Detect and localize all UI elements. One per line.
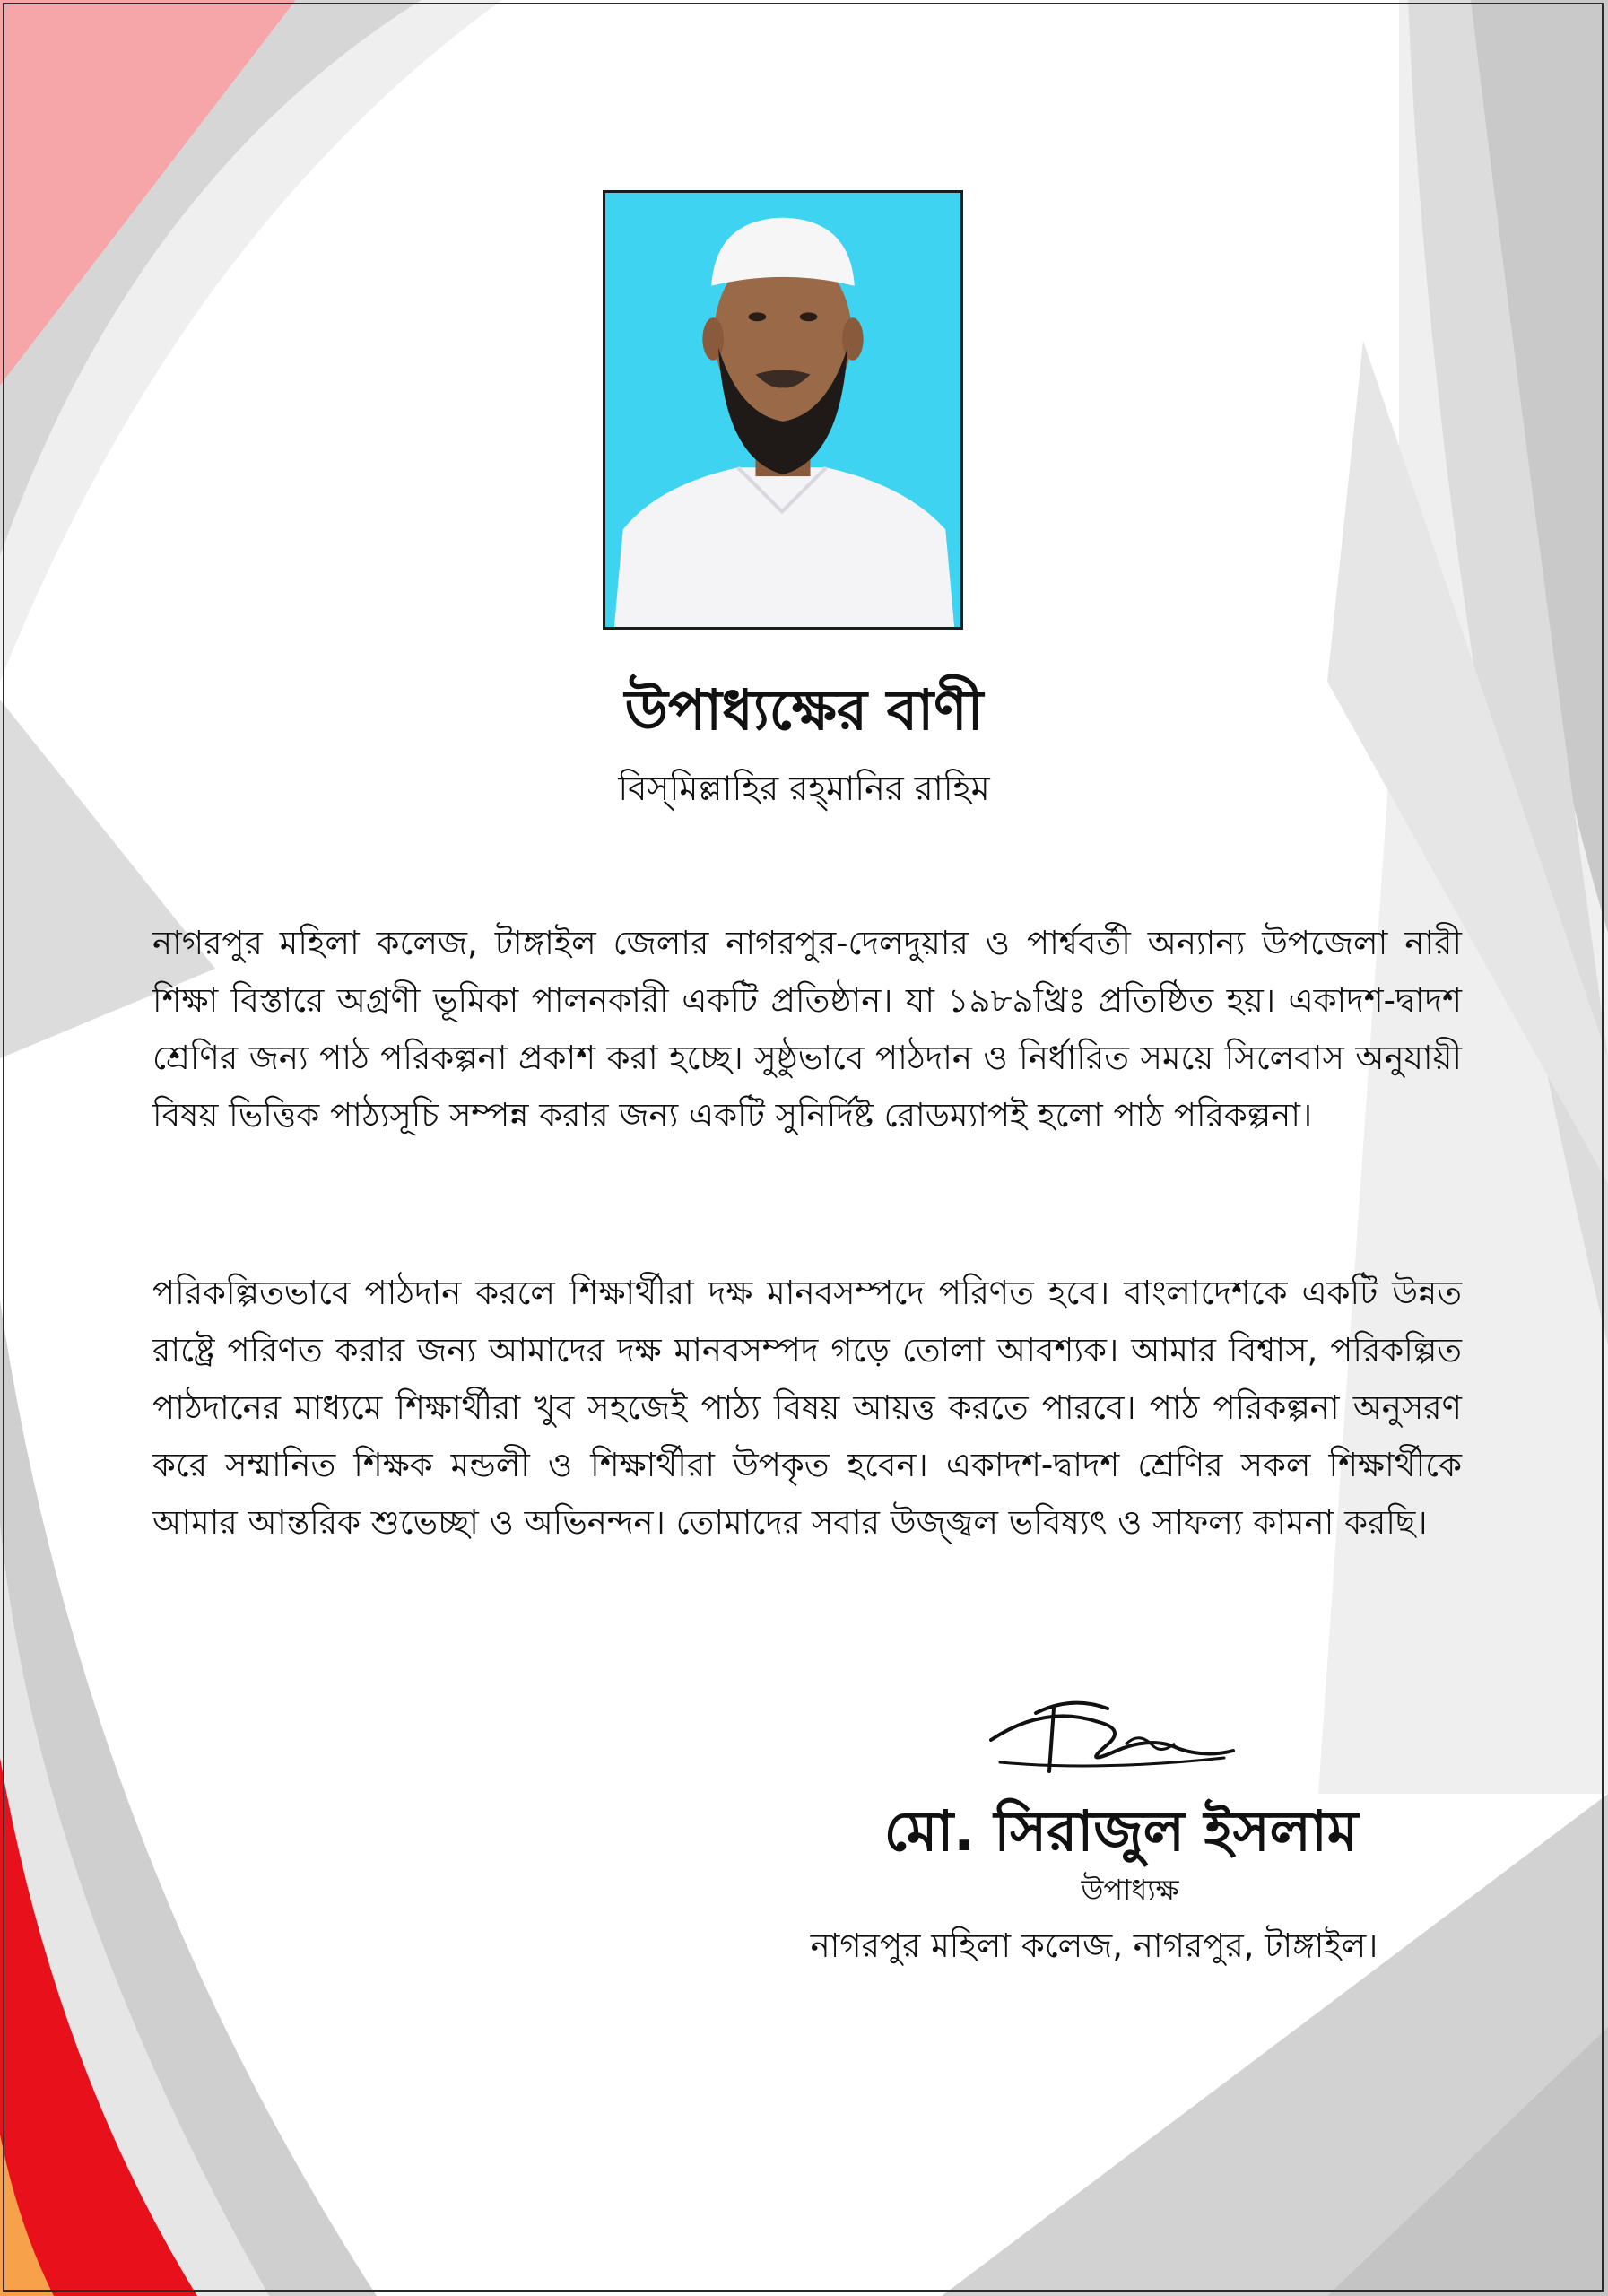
signatory-role: উপাধ্যক্ষ	[1081, 1873, 1179, 1907]
message-paragraph-1	[152, 915, 1462, 1144]
bismillah-subtitle: বিস্‌মিল্লাহির রহ্‌মানির রাহিম	[618, 769, 990, 808]
paragraph-text: নাগরপুর মহিলা কলেজ, টাঙ্গাইল জেলার নাগরপুর-দেলদুয়ার ও পার্শ্ববর্তী অন্যান্য উপজেলা নারী শিক্ষা বিস্তারে অগ্রণী ভূমিকা পালনকারী একটি প্রতিষ্ঠান। যা ১৯৮৯খ্রিঃ প্রতিষ্ঠিত হয়। একাদশ-দ্বাদশ শ্রেণির জন্য পাঠ পরিকল্পনা প্রকাশ করা হচ্ছে। সুষ্ঠুভাবে পাঠদান ও নির্ধারিত সময়ে সিলেবাস অনুযায়ী বিষয় ভিত্তিক পাঠ্যসূচি সম্পন্ন করার জন্য একটি সুনির্দিষ্ট রোডম্যাপই হলো পাঠ পরিকল্পনা।	[152, 924, 1462, 1135]
handwritten-signature-icon	[973, 1686, 1242, 1785]
message-paragraph-2	[152, 1265, 1462, 1552]
signatory-name: মো. সিরাজুল ইসলাম	[883, 1798, 1359, 1864]
signatory-organization: নাগরপুর মহিলা কলেজ, নাগরপুর, টাঙ্গাইল।	[810, 1926, 1378, 1965]
portrait-photo-icon	[605, 193, 960, 627]
portrait-photo	[603, 190, 963, 630]
page-title: উপাধ্যক্ষের বাণী	[624, 677, 984, 743]
signature-mark	[973, 1686, 1242, 1785]
paragraph-text: পরিকল্পিতভাবে পাঠদান করলে শিক্ষার্থীরা দক্ষ মানবসম্পদে পরিণত হবে। বাংলাদেশকে একটি উন্নত রাষ্ট্রে পরিণত করার জন্য আমাদের দক্ষ মানবসম্পদ গড়ে তোলা আবশ্যক। আমার বিশ্বাস, পরিকল্পিত পাঠদানের মাধ্যমে শিক্ষার্থীরা খুব সহজেই পাঠ্য বিষয় আয়ত্ত করতে পারবে। পাঠ পরিকল্পনা অনুসরণ করে সম্মানিত শিক্ষক মন্ডলী ও শিক্ষার্থীরা উপকৃত হবেন। একাদশ-দ্বাদশ শ্রেণির সকল শিক্ষার্থীকে আমার আন্তরিক শুভেচ্ছা ও অভিনন্দন। তোমাদের সবার উজ্জ্বল ভবিষ্যৎ ও সাফল্য কামনা করছি।	[152, 1274, 1462, 1542]
